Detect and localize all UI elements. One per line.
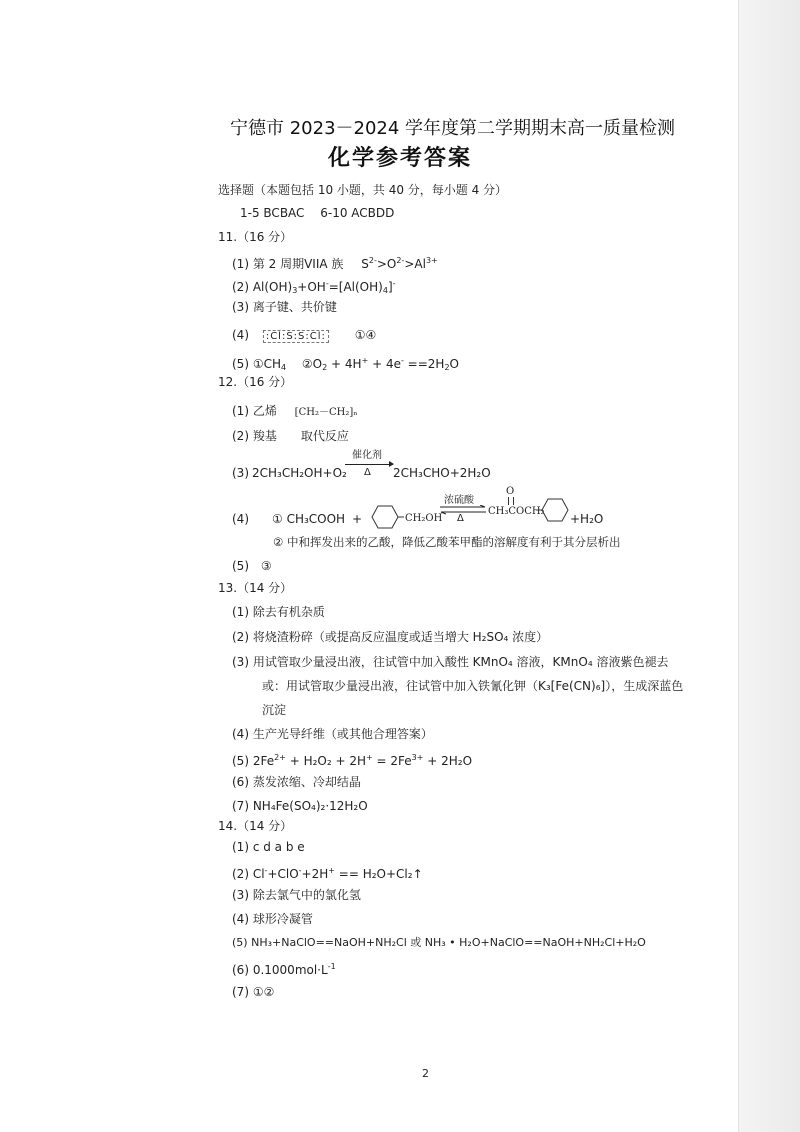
q13-a5	[232, 751, 472, 768]
q14-a7	[232, 985, 274, 999]
q11-a1-o: >O	[376, 257, 397, 271]
q12-a4-ester: CH₃COCH₂	[488, 506, 545, 517]
q11-a2-p4: ]	[387, 280, 393, 294]
polyethylene-structure: [CH₂－CH₂]ₙ	[294, 407, 358, 418]
q14-a2-p4: == H₂O+Cl₂↑	[334, 867, 423, 881]
q11-a5-p2-sub: 2	[322, 363, 328, 372]
q14-a2-p1: Cl	[252, 867, 265, 881]
q14-a2-p3: +2H	[301, 867, 329, 881]
q13-a5-p4: + 2H₂O	[423, 754, 473, 768]
page-number: 2	[422, 1067, 429, 1080]
q11-a1	[232, 254, 438, 271]
q12-a4-acid: ① CH₃COOH	[272, 512, 346, 526]
q14-a2	[232, 864, 423, 881]
q14-a5-text: NH₃+NaClO==NaOH+NH₂Cl 或 NH₃ • H₂O+NaClO==NaOH+NH₂Cl+H₂O	[251, 936, 646, 949]
q14-a1	[232, 840, 305, 854]
q14-a4-label: (4)	[232, 912, 249, 926]
q12-a3-rhs: 2CH₃CHO+2H₂O	[393, 466, 491, 480]
q11-a5-p5: ==2H	[403, 357, 445, 371]
q13-a3	[232, 655, 668, 669]
q12-a5-text: ③	[260, 559, 272, 573]
q12-a1-label: (1)	[232, 404, 249, 418]
q13-a7-label: (7)	[232, 799, 249, 813]
q14-a3	[232, 888, 361, 902]
q13-a5-label: (5)	[232, 754, 249, 768]
q11-a3-text: 离子键、共价键	[252, 300, 337, 314]
q13-a4	[232, 727, 433, 741]
q14-a6	[232, 960, 336, 977]
q13-a2-text: 将烧渣粉碎（或提高反应温度或适当增大 H₂SO₄ 浓度）	[252, 630, 549, 644]
q12-a2-text: 羧基 取代反应	[252, 429, 349, 443]
q13-a6-text: 蒸发浓缩、冷却结晶	[252, 775, 361, 789]
q13-a1-label: (1)	[232, 605, 249, 619]
q14-a7-label: (7)	[232, 985, 249, 999]
q11-a2-sup: -	[325, 279, 329, 288]
q14-a6-label: (6)	[232, 963, 249, 977]
q11-a1-label: (1)	[232, 257, 249, 271]
q14-a2-label: (2)	[232, 867, 249, 881]
q12-a2	[232, 429, 349, 443]
q11-a2	[232, 277, 396, 298]
q11-a1-al: >Al	[404, 257, 426, 271]
q13-a1-text: 除去有机杂质	[252, 605, 325, 619]
q11-a2-sub4: 4	[382, 286, 388, 295]
q12-a5-label: (5)	[232, 559, 249, 573]
q12-a1	[232, 404, 358, 420]
q11-a2-end-sup: -	[392, 279, 396, 288]
q13-a5-p3-sup: 3+	[411, 753, 424, 762]
q14-a6-p1: 0.1000mol·L	[252, 963, 328, 977]
q11-a1-al-charge: 3+	[425, 256, 438, 265]
q11-a5-p1: ①CH	[252, 357, 281, 371]
q11-a5-p4-sup: -	[400, 356, 404, 365]
q12-heading: 12.（16 分）	[218, 375, 293, 389]
q12-a4-heat: Δ	[457, 513, 464, 524]
q12-a4-label: (4)	[232, 512, 249, 526]
reaction-arrow	[345, 464, 393, 465]
q11-a5-p3-sup: +	[361, 356, 369, 365]
q11-a2-p3: =[Al(OH)	[328, 280, 383, 294]
q14-a2-p1-sup: -	[264, 866, 268, 875]
q13-a5-p1: 2Fe	[252, 754, 275, 768]
benzene-ring-icon	[364, 500, 404, 534]
choice-heading: 选择题（本题包括 10 小题，共 40 分，每小题 4 分）	[218, 183, 508, 197]
q13-a3-line2: 或：用试管取少量浸出液，往试管中加入铁氰化钾（K₃[Fe(CN)₆]），生成深蓝色	[262, 679, 684, 693]
q11-a4	[232, 328, 376, 344]
q12-a2-label: (2)	[232, 429, 249, 443]
q11-a1-s: S	[361, 257, 369, 271]
q11-a2-sub3: 3	[292, 286, 298, 295]
q11-a2-label: (2)	[232, 280, 249, 294]
q14-a1-text: c d a b e	[252, 840, 305, 854]
q13-a4-label: (4)	[232, 727, 249, 741]
q13-a5-p3: = 2Fe	[372, 754, 412, 768]
q13-a5-p2-sup: +	[366, 753, 373, 762]
q12-a4-ch2oh: CH₂OH	[405, 513, 443, 524]
q12-a4-plus: +	[352, 512, 363, 526]
q13-a5-p2: + H₂O₂ + 2H	[285, 754, 367, 768]
q11-a5-p5-sub: 2	[444, 363, 450, 372]
q12-a3-catalyst: 催化剂	[352, 450, 382, 461]
q12-a4-catalyst: 浓硫酸	[444, 495, 474, 506]
q11-a5-p2: ②O	[301, 357, 323, 371]
q13-a2	[232, 630, 548, 644]
q12-a1-text: 乙烯	[252, 404, 277, 418]
q11-a3	[232, 300, 337, 314]
q11-a5-p3: + 4H	[327, 357, 362, 371]
q11-a2-p2: +OH	[297, 280, 326, 294]
q13-a6-label: (6)	[232, 775, 249, 789]
q14-a3-label: (3)	[232, 888, 249, 902]
lewis-structure: :Cl:S:S:Cl:	[263, 330, 329, 343]
q11-a3-label: (3)	[232, 300, 249, 314]
page-edge-shadow	[738, 0, 800, 1132]
q13-a4-text: 生产光导纤维（或其他合理答案）	[252, 727, 433, 741]
q14-a5-label: (5)	[232, 936, 248, 949]
q13-a2-label: (2)	[232, 630, 249, 644]
q11-a1-o-charge: 2-	[396, 256, 405, 265]
q13-a3-line3: 沉淀	[262, 703, 287, 717]
benzene-ring-icon	[536, 494, 572, 526]
choice-answers: 1-5 BCBAC 6-10 ACBDD	[240, 206, 395, 220]
q11-a5-label: (5)	[232, 357, 249, 371]
q13-a3-label: (3)	[232, 655, 249, 669]
q14-heading: 14.（14 分）	[218, 819, 293, 833]
q12-a3-heat: Δ	[364, 467, 371, 478]
q12-a4-note: ② 中和挥发出来的乙酸，降低乙酸苯甲酯的溶解度有利于其分层析出	[273, 535, 621, 549]
q13-a5-p1-sup: 2+	[274, 753, 286, 762]
q14-a6-sup: -1	[327, 962, 336, 971]
q11-a5-p1-sub: 4	[281, 363, 287, 372]
carbonyl-double-bond	[508, 497, 514, 505]
q11-a4-answer: ①④	[354, 328, 377, 342]
carbonyl-o: O	[506, 486, 515, 497]
q13-heading: 13.（14 分）	[218, 581, 293, 595]
q12-a5	[232, 559, 272, 573]
q11-a1-text: 第 2 周期VIIA 族	[252, 257, 344, 271]
document-title: 宁德市 2023－2024 学年度第二学期期末高一质量检测	[230, 118, 676, 139]
q13-a7	[232, 799, 368, 813]
q11-a2-p1: Al(OH)	[252, 280, 293, 294]
q13-a3-line1: 用试管取少量浸出液，往试管中加入酸性 KMnO₄ 溶液，KMnO₄ 溶液紫色褪去	[252, 655, 669, 669]
q13-a1	[232, 605, 325, 619]
q14-a1-label: (1)	[232, 840, 249, 854]
q14-a4-text: 球形冷凝管	[252, 912, 313, 926]
q12-a4-water: +H₂O	[570, 512, 604, 526]
q13-a6	[232, 775, 361, 789]
q14-a5	[232, 936, 646, 950]
q14-a2-p3-sup: +	[328, 866, 335, 875]
q11-a5-p6: O	[449, 357, 459, 371]
q11-a4-label: (4)	[232, 328, 249, 342]
q13-a7-text: NH₄Fe(SO₄)₂·12H₂O	[252, 799, 368, 813]
q14-a2-p2: +ClO	[267, 867, 299, 881]
q12-a3-label: (3)	[232, 466, 249, 480]
q11-heading: 11.（16 分）	[218, 230, 293, 244]
q14-a3-text: 除去氯气中的氯化氢	[252, 888, 361, 902]
document-subtitle: 化学参考答案	[328, 146, 473, 171]
q11-a1-s-charge: 2-	[368, 256, 377, 265]
q14-a2-p2-sup: -	[298, 866, 302, 875]
q14-a7-text: ①②	[252, 985, 275, 999]
q14-a4	[232, 912, 313, 926]
q11-a5	[232, 354, 459, 375]
q11-a5-p4: + 4e	[368, 357, 401, 371]
q12-a3-lhs: 2CH₃CH₂OH+O₂	[252, 466, 347, 480]
